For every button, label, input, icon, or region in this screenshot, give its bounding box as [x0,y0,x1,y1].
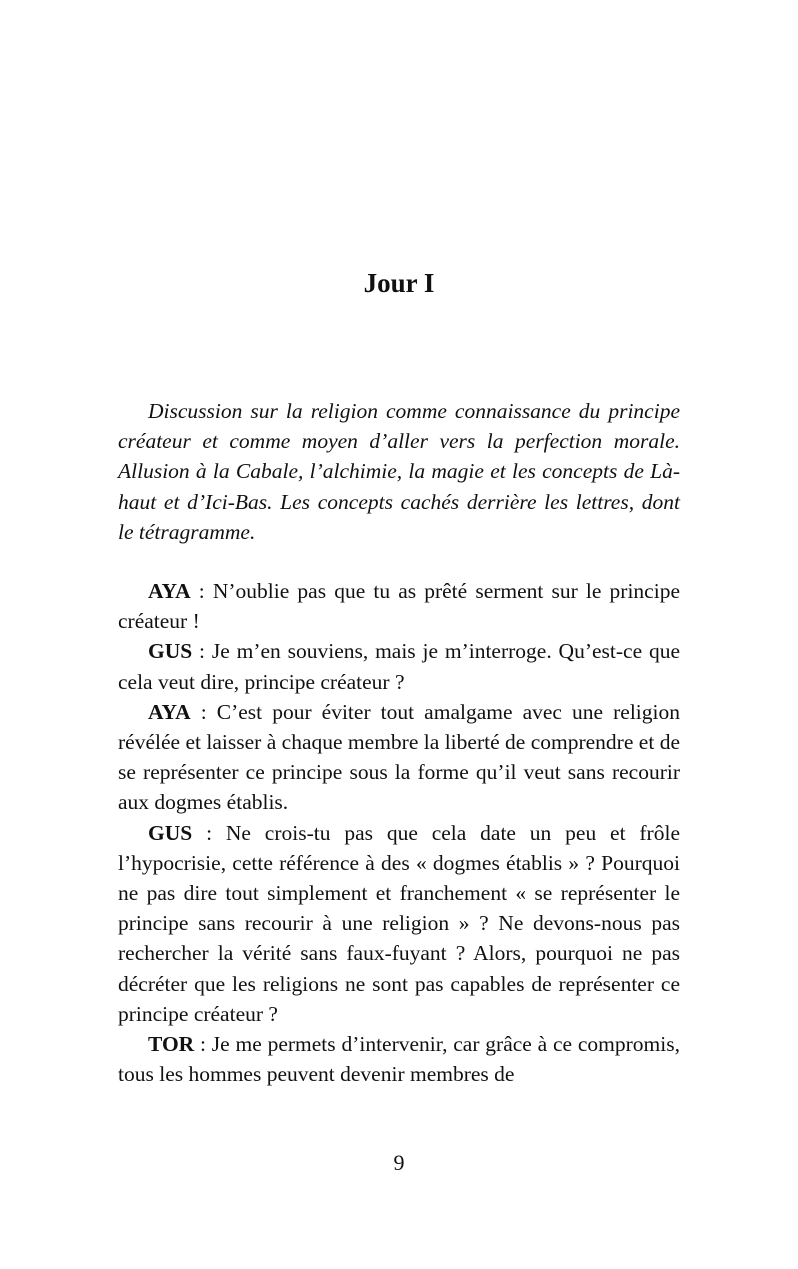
dialogue-line-aya-2 [118,697,680,818]
speaker-name: GUS [148,639,193,664]
speaker-separator: : [194,1032,212,1057]
chapter-summary [118,396,680,547]
summary-paragraph: Discussion sur la religion comme connaissance du principe créateur et comme moyen d’aller vers la perfection morale. Allusion à la Cabale, l’alchimie, la magie et les concepts de Là-haut et d’Ici-Bas. Les concepts cachés derrière les lettres, dont le tétragramme. [118,399,680,544]
speaker-separator: : [190,699,217,724]
speaker-name: GUS [148,820,193,845]
dialogue-text: Je me permets d’intervenir, car grâce à ce compromis, tous les hommes peuvent devenir membres de [118,1032,680,1087]
dialogue-text: Je m’en souviens, mais je m’interroge. Qu’est-ce que cela veut dire, principe créateur ? [118,639,680,694]
dialogue-line-tor-1 [118,1029,680,1089]
speaker-separator: : [192,639,212,664]
speaker-name: AYA [148,579,191,603]
speaker-name: AYA [148,699,191,724]
dialogue-text: C’est pour éviter tout amalgame avec une religion révélée et laisser à chaque membre la liberté de comprendre et de se représenter ce principe sous la forme qu’il veut sans recourir aux dogmes établis. [118,699,680,815]
dialogue-line-gus-1 [118,636,680,696]
speaker-separator: : [192,820,226,845]
dialogue-text: N’oublie pas que tu as prêté serment sur le principe créateur ! [118,579,680,634]
dialogue [118,576,680,1089]
chapter-title: Jour I [363,268,435,298]
dialogue-line-gus-2 [118,818,680,1029]
dialogue-text: Ne crois-tu pas que cela date un peu et frôle l’hypocrisie, cette référence à des « dogmes établis » ? Pourquoi ne pas dire tout simplement et franchement « se représenter le principe sans recourir à une religion » ? Ne devons-nous pas rechercher la vérité sans faux-fuyant ? Alors, pourquoi ne pas décréter que les religions ne sont pas capables de représenter ce principe créateur ? [118,820,680,1026]
page-number: 9 [393,1150,405,1175]
speaker-separator: : [190,579,213,603]
dialogue-line-aya-1 [118,576,680,636]
speaker-name: TOR [148,1032,195,1057]
